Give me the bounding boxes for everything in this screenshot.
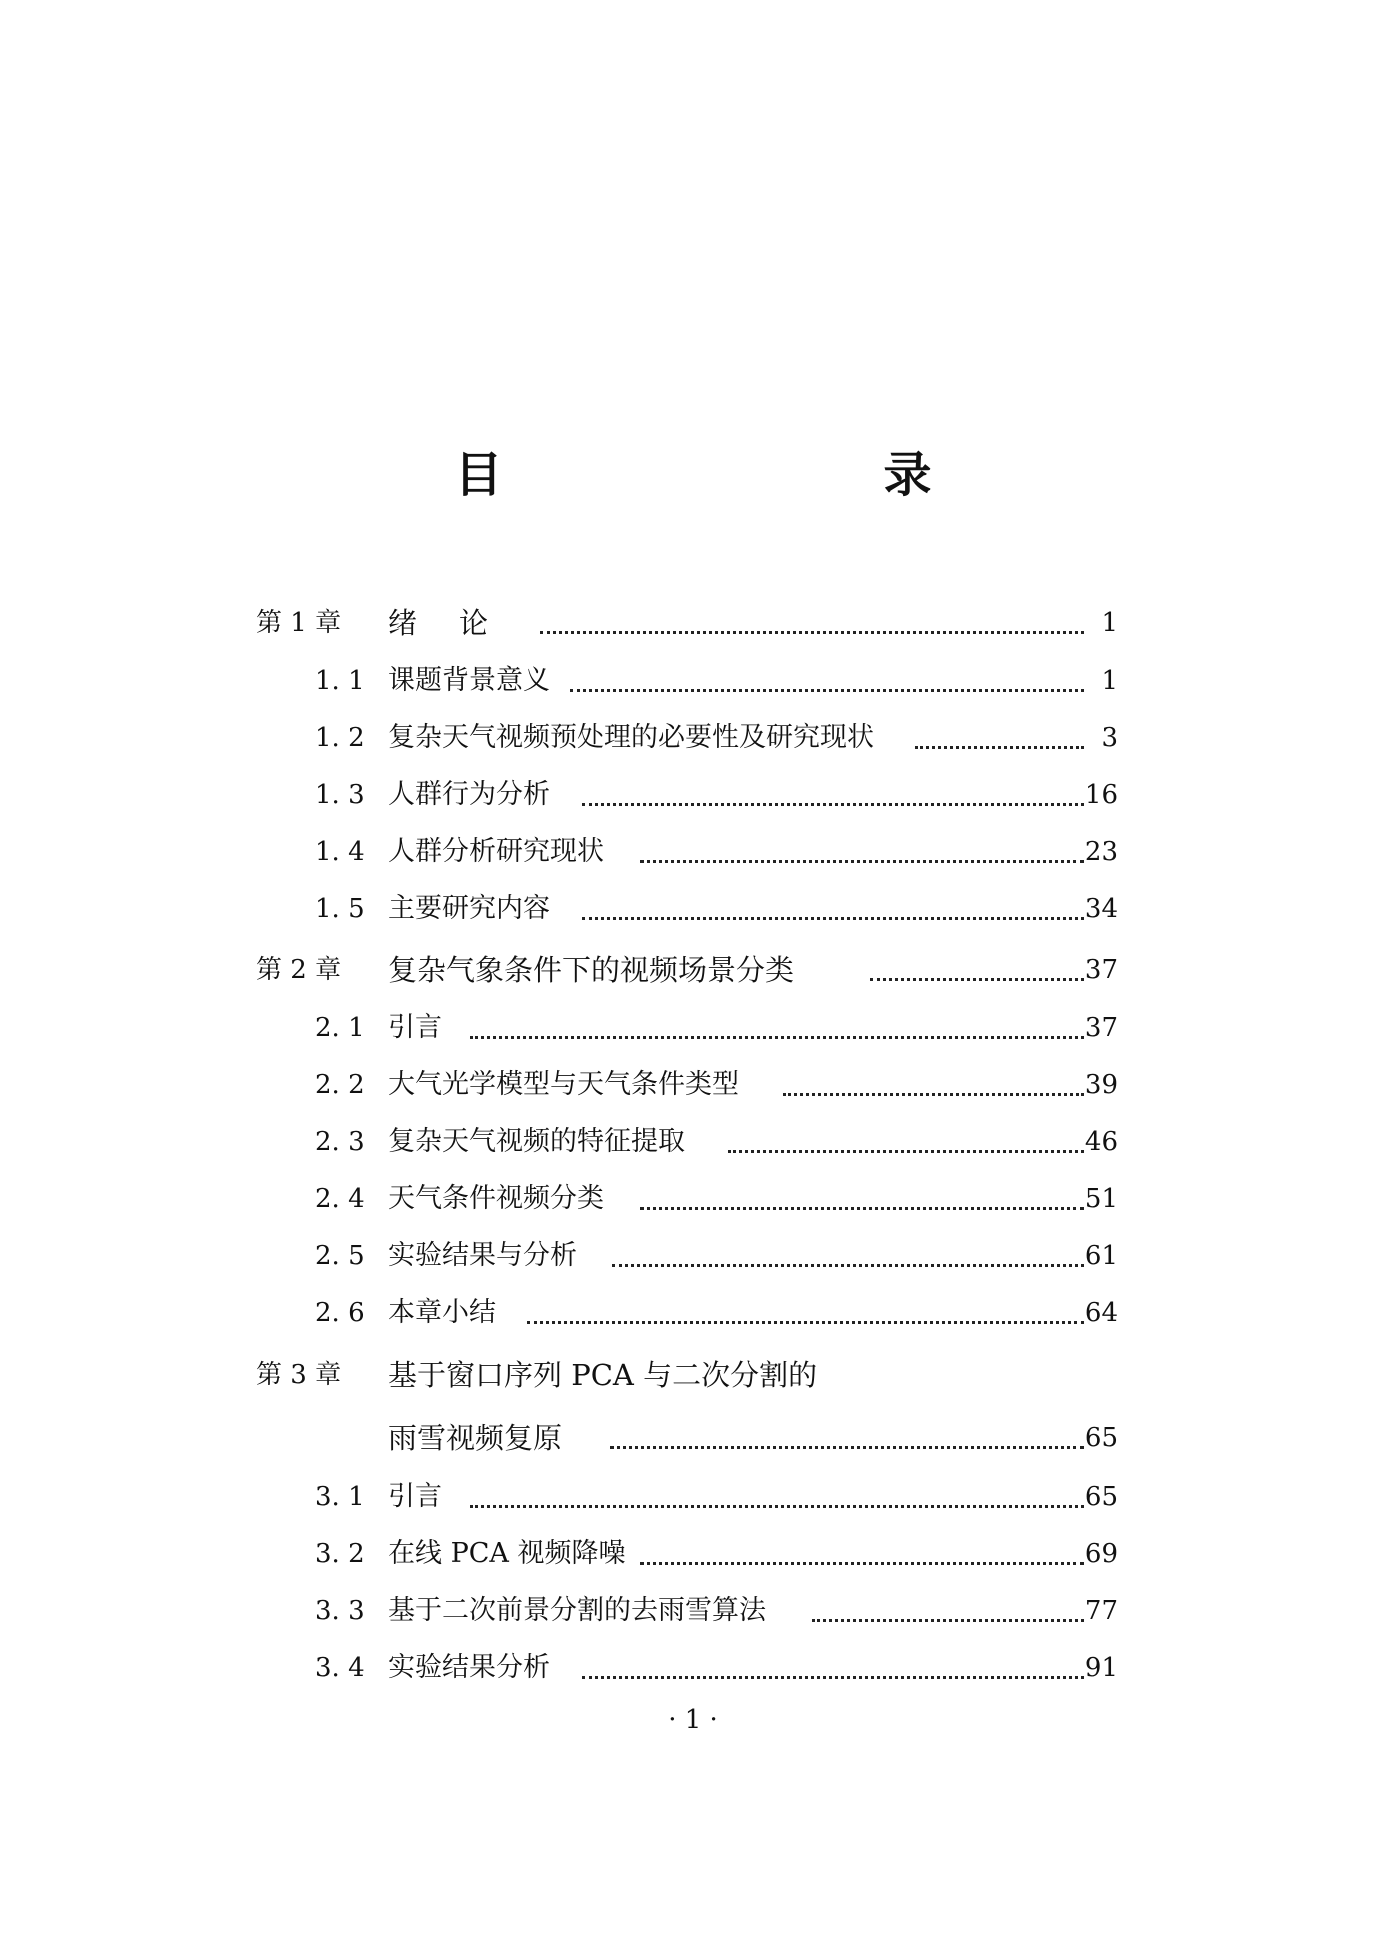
entry-label: 雨雪视频复原 xyxy=(388,1416,574,1460)
entry-number: 2. 3 xyxy=(315,1127,365,1157)
toc-entry-section-1-5[interactable] xyxy=(0,887,1386,931)
dot-leader xyxy=(728,1150,1084,1153)
toc-entry-section-1-2[interactable] xyxy=(0,716,1386,760)
toc-entry-section-1-1[interactable] xyxy=(0,659,1386,703)
entry-page-number: 46 xyxy=(1084,1127,1118,1157)
entry-label: 复杂天气视频的特征提取 xyxy=(388,1120,697,1164)
dot-leader xyxy=(783,1093,1084,1096)
entry-page-number: 91 xyxy=(1084,1653,1118,1683)
entry-page-number: 34 xyxy=(1084,894,1118,924)
entry-label: 基于二次前景分割的去雨雪算法 xyxy=(388,1589,778,1633)
entry-number: 2. 1 xyxy=(315,1013,365,1043)
entry-number: 1. 5 xyxy=(315,894,365,924)
entry-number: 3. 2 xyxy=(315,1539,365,1569)
entry-label: 引言 xyxy=(388,1475,454,1519)
entry-label: 人群分析研究现状 xyxy=(388,830,616,874)
toc-entry-section-3-1[interactable] xyxy=(0,1475,1386,1519)
toc-entry-chapter-3-continued[interactable] xyxy=(0,1416,1386,1460)
entry-label: 课题背景意义 xyxy=(388,659,562,703)
entry-number: 1. 3 xyxy=(315,780,365,810)
entry-number: 3. 4 xyxy=(315,1653,365,1683)
toc-entry-section-3-2[interactable] xyxy=(0,1532,1386,1576)
entry-label: 实验结果与分析 xyxy=(388,1234,589,1278)
toc-entry-section-2-1[interactable] xyxy=(0,1006,1386,1050)
dot-leader xyxy=(582,803,1084,806)
toc-entry-section-2-3[interactable] xyxy=(0,1120,1386,1164)
entry-number: 1. 4 xyxy=(315,837,365,867)
entry-label: 本章小结 xyxy=(388,1291,508,1335)
dot-leader xyxy=(582,917,1084,920)
toc-entry-chapter-2[interactable] xyxy=(0,948,1386,992)
entry-number: 2. 2 xyxy=(315,1070,365,1100)
dot-leader xyxy=(610,1446,1084,1449)
entry-page-number: 65 xyxy=(1084,1482,1118,1512)
dot-leader xyxy=(527,1321,1084,1324)
entry-number: 1. 1 xyxy=(315,666,365,696)
dot-leader xyxy=(640,1207,1084,1210)
entry-number: 第 3 章 xyxy=(256,1360,342,1390)
dot-leader xyxy=(470,1505,1084,1508)
dot-leader xyxy=(812,1619,1084,1622)
entry-page-number: 51 xyxy=(1084,1184,1118,1214)
toc-entry-chapter-1[interactable] xyxy=(0,601,1386,645)
entry-label: 天气条件视频分类 xyxy=(388,1177,616,1221)
entry-page-number: 1 xyxy=(1101,608,1118,638)
entry-label: 基于窗口序列 PCA 与二次分割的 xyxy=(388,1353,829,1397)
toc-entry-section-2-5[interactable] xyxy=(0,1234,1386,1278)
entry-label: 在线 PCA 视频降噪 xyxy=(388,1532,638,1576)
entry-number: 3. 1 xyxy=(315,1482,365,1512)
entry-page-number: 1 xyxy=(1101,666,1118,696)
entry-page-number: 65 xyxy=(1084,1423,1118,1453)
dot-leader xyxy=(470,1036,1084,1039)
page-footer-number: · 1 · xyxy=(668,1705,718,1735)
entry-label: 复杂天气视频预处理的必要性及研究现状 xyxy=(388,716,886,760)
entry-number: 1. 2 xyxy=(315,723,365,753)
entry-label: 绪论 xyxy=(388,601,542,645)
toc-entry-section-2-6[interactable] xyxy=(0,1291,1386,1335)
entry-number: 第 2 章 xyxy=(256,955,342,985)
entry-number: 2. 6 xyxy=(315,1298,365,1328)
entry-label: 引言 xyxy=(388,1006,454,1050)
entry-label: 实验结果分析 xyxy=(388,1646,562,1690)
entry-page-number: 61 xyxy=(1084,1241,1118,1271)
dot-leader xyxy=(540,631,1084,634)
toc-entry-section-3-3[interactable] xyxy=(0,1589,1386,1633)
dot-leader xyxy=(570,689,1084,692)
entry-page-number: 3 xyxy=(1101,723,1118,753)
entry-page-number: 37 xyxy=(1084,1013,1118,1043)
toc-entry-section-2-2[interactable] xyxy=(0,1063,1386,1107)
toc-entry-chapter-3[interactable] xyxy=(0,1353,1386,1397)
dot-leader xyxy=(640,860,1084,863)
entry-page-number: 23 xyxy=(1084,837,1118,867)
toc-entry-section-2-4[interactable] xyxy=(0,1177,1386,1221)
dot-leader xyxy=(612,1264,1084,1267)
entry-number: 第 1 章 xyxy=(256,608,342,638)
dot-leader xyxy=(640,1562,1084,1565)
toc-entry-section-1-3[interactable] xyxy=(0,773,1386,817)
entry-number: 3. 3 xyxy=(315,1596,365,1626)
entry-label: 复杂气象条件下的视频场景分类 xyxy=(388,948,806,992)
entry-page-number: 37 xyxy=(1084,955,1118,985)
toc-entry-section-1-4[interactable] xyxy=(0,830,1386,874)
entry-number: 2. 4 xyxy=(315,1184,365,1214)
toc-entry-section-3-4[interactable] xyxy=(0,1646,1386,1690)
entry-number: 2. 5 xyxy=(315,1241,365,1271)
entry-page-number: 16 xyxy=(1084,780,1118,810)
dot-leader xyxy=(870,978,1084,981)
entry-page-number: 77 xyxy=(1084,1596,1118,1626)
entry-page-number: 64 xyxy=(1084,1298,1118,1328)
entry-label: 人群行为分析 xyxy=(388,773,562,817)
entry-page-number: 39 xyxy=(1084,1070,1118,1100)
entry-label: 大气光学模型与天气条件类型 xyxy=(388,1063,751,1107)
entry-label: 主要研究内容 xyxy=(388,887,562,931)
entry-page-number: 69 xyxy=(1084,1539,1118,1569)
dot-leader xyxy=(915,746,1084,749)
dot-leader xyxy=(582,1676,1084,1679)
toc-title: 目 录 xyxy=(454,447,1027,503)
